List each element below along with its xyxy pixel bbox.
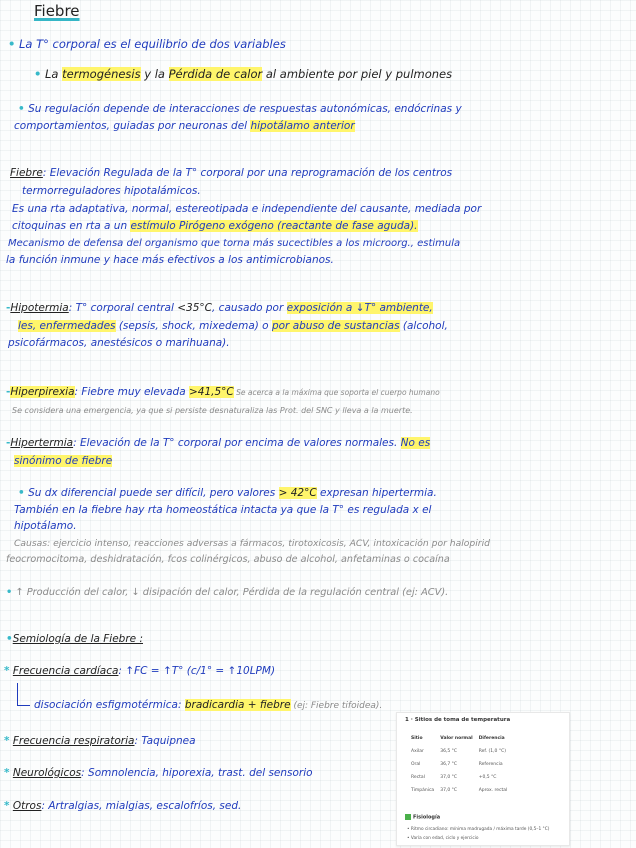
- text: La T° corporal es el equilibrio de dos variables: [19, 37, 286, 51]
- bullet-icon: •: [6, 633, 13, 645]
- bullet-icon: •: [34, 67, 42, 81]
- fiebre-def-line-6: la función inmune y hace más efectivos a los antimicrobianos.: [6, 254, 334, 266]
- page-title: Fiebre: [34, 2, 80, 20]
- term-fc: Frecuencia cardíaca: [12, 665, 119, 677]
- otros-line: [4, 800, 241, 813]
- arrow-icon: [17, 683, 30, 706]
- cell: Aprox. rectal: [478, 788, 508, 793]
- text: : Fiebre muy elevada: [74, 386, 189, 398]
- text: : Elevación Regulada de la T° corporal por una reprogramación de los centros: [42, 167, 453, 179]
- fiebre-def-line: [10, 167, 452, 180]
- value-41: >41,5°C: [188, 386, 234, 398]
- text: ↑ Producción del calor, ↓ disipación del calor, Pérdida de la regulación central (ej: ACV).: [15, 587, 449, 598]
- text: : Elevación de la T° corporal por encima de valores normales.: [73, 437, 401, 449]
- highlight-perdida-calor: Pérdida de calor: [168, 67, 263, 81]
- card-note: • Varía con edad, ciclo y ejercicio: [407, 836, 479, 841]
- semiologia-heading: [6, 633, 143, 646]
- fc-line: [4, 665, 275, 678]
- hipotermia-line-3: psicofármacos, anestésicos o marihuana).: [8, 337, 230, 349]
- text: Su dx diferencial puede ser difícil, pero valores: [28, 487, 279, 499]
- text: citoquinas en rta a un: [12, 220, 131, 232]
- fr-line: [4, 735, 196, 748]
- causes-line-2: feocromocitoma, deshidratación, fcos colinérgicos, abuso de alcohol, anfetaminas o cocaína: [6, 554, 450, 565]
- hipotermia-line-2: [18, 320, 448, 333]
- text: Se acerca a la máxima que soporta el cuerpo humano: [233, 388, 440, 397]
- text: expresan hipertermia.: [316, 487, 437, 499]
- cell: Timpánica: [411, 788, 435, 793]
- column-header: Valor normal: [440, 736, 473, 741]
- dx-line-2: También en la fiebre hay rta homeostática intacta ya que la T° es regulada x el: [14, 504, 432, 516]
- card-subheading: [405, 814, 440, 821]
- bullet-icon: -: [6, 386, 11, 398]
- star-icon: *: [4, 665, 10, 677]
- text: : Taquipnea: [134, 735, 196, 747]
- check-icon: [405, 814, 411, 820]
- text: (alcohol,: [399, 320, 448, 332]
- text: Fisiología: [413, 814, 441, 821]
- text: , causado por: [212, 302, 287, 314]
- star-icon: *: [4, 800, 10, 812]
- text: : Somnolencia, hiporexia, trast. del sensorio: [81, 767, 313, 779]
- card-table: [411, 734, 513, 799]
- bullet-icon: -: [6, 437, 11, 449]
- term-fiebre: Fiebre: [10, 167, 43, 179]
- term-fr: Frecuencia respiratoria: [12, 735, 135, 747]
- text: al ambiente por piel y pulmones: [262, 67, 453, 81]
- value-42: > 42°C: [278, 487, 317, 499]
- bullet-icon: •: [8, 37, 16, 51]
- text: (sepsis, shock, mixedema) o: [115, 320, 272, 332]
- text: : ↑FC = ↑T° (c/1° = ↑10LPM): [118, 665, 276, 677]
- bullet-icon: •: [6, 587, 13, 598]
- cell: 37,0 °C: [440, 775, 458, 780]
- highlight-hipotalamo: hipotálamo anterior: [250, 120, 355, 132]
- mechanism-line: [6, 586, 448, 599]
- causes-line: Causas: ejercicio intenso, reacciones adversas a fármacos, tirotoxicosis, ACV, intoxicación por halopirid: [14, 538, 490, 549]
- table-row: [411, 760, 513, 773]
- text: : Artralgias, mialgias, escalofríos, sed.: [41, 800, 242, 812]
- regulation-line: [18, 103, 462, 116]
- bullet-icon: -: [6, 302, 11, 314]
- dx-line-3: hipotálamo.: [14, 520, 77, 532]
- cell: Axilar: [411, 749, 424, 754]
- disociacion-line: [34, 699, 382, 713]
- table-row: [411, 747, 513, 760]
- hipertermia-line: [6, 437, 430, 450]
- highlight-enfermedades: les, enfermedades: [18, 320, 116, 332]
- hipertermia-line-2: [14, 455, 112, 468]
- table-row: [411, 773, 513, 786]
- bullet-icon: •: [18, 103, 25, 115]
- temperature-sites-card: [396, 712, 570, 846]
- cell: +0,5 °C: [478, 775, 497, 780]
- variables-line: [34, 68, 452, 81]
- fiebre-def-line-2: termorreguladores hipotalámicos.: [22, 185, 201, 197]
- column-header: Sitio: [411, 736, 423, 741]
- highlight-exposicion: exposición a ↓T° ambiente,: [286, 302, 433, 314]
- star-icon: *: [4, 767, 10, 779]
- cell: Ref. (1,0 °C): [478, 749, 506, 754]
- highlight-bradicardia: bradicardia + fiebre: [184, 699, 291, 711]
- card-note: • Ritmo circadiano: mínima madrugada / máxima tarde (0,5–1 °C): [407, 827, 550, 832]
- term-hipertermia: Hipertermia: [10, 437, 74, 449]
- hiperpirexia-line: [6, 386, 440, 399]
- neuro-line: [4, 767, 313, 780]
- highlight-sinonimo: sinónimo de fiebre: [14, 455, 113, 467]
- table-header: [411, 734, 513, 747]
- term-otros: Otros: [12, 800, 42, 812]
- text: La: [45, 67, 63, 81]
- card-title: 1 · Sitios de toma de temperatura: [405, 717, 511, 723]
- cell: Rectal: [411, 775, 425, 780]
- intro-line: [8, 38, 286, 51]
- text: Su regulación depende de interacciones de respuestas autonómicas, endócrinas y: [28, 103, 462, 115]
- regulation-line-2: [14, 120, 355, 133]
- term-hiperpirexia: Hiperpirexia: [10, 386, 75, 398]
- cell: 37,0 °C: [440, 788, 458, 793]
- value-35: <35°C: [177, 302, 212, 314]
- term-hipotermia: Hipotermia: [10, 302, 69, 314]
- text: disociación esfigmotérmica:: [34, 699, 185, 711]
- text: y la: [140, 67, 169, 81]
- dx-line: [18, 487, 437, 500]
- fiebre-def-line-3: Es una rta adaptativa, normal, estereotipada e independiente del causante, mediada por: [12, 203, 482, 215]
- text: Semiología de la Fiebre :: [12, 633, 143, 645]
- highlight-no-es: No es: [400, 437, 431, 449]
- cell: Oral: [411, 762, 421, 767]
- bullet-icon: •: [18, 487, 25, 499]
- text: comportamientos, guiadas por neuronas del: [14, 120, 251, 132]
- highlight-pirogeno: estímulo Pirógeno exógeno (reactante de fase aguda).: [130, 220, 418, 232]
- table-row: [411, 786, 513, 799]
- highlight-termogenesis: termogénesis: [62, 67, 141, 81]
- term-neurologicos: Neurológicos: [12, 767, 82, 779]
- text: : T° corporal central: [68, 302, 178, 314]
- column-header: Diferencia: [478, 736, 505, 741]
- fiebre-def-line-5: Mecanismo de defensa del organismo que torna más sucectibles a los microorg., estimula: [8, 238, 461, 249]
- cell: 36,5 °C: [440, 749, 458, 754]
- cell: Referencia: [478, 762, 503, 767]
- text: (ej: Fiebre tifoidea).: [290, 701, 383, 711]
- highlight-abuso: por abuso de sustancias: [271, 320, 400, 332]
- hiperpirexia-note: Se considera una emergencia, ya que si persiste desnaturaliza las Prot. del SNC y lleva a la muerte.: [12, 406, 413, 415]
- cell: 36,7 °C: [440, 762, 458, 767]
- hipotermia-line: [6, 302, 433, 315]
- fiebre-def-line-4: [12, 220, 418, 233]
- star-icon: *: [4, 735, 10, 747]
